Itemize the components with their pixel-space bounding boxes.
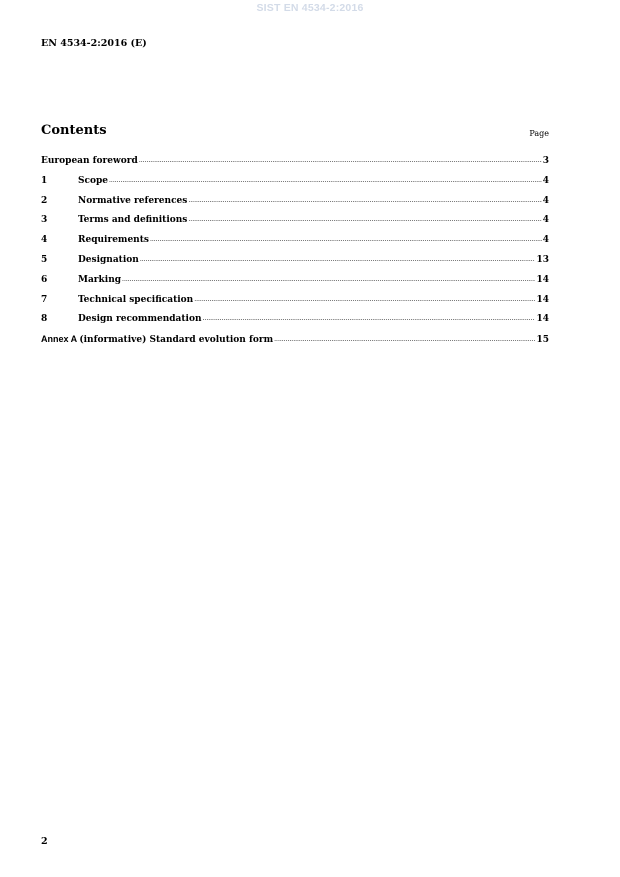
toc-entry-scope[interactable] — [41, 176, 549, 196]
toc-entry-page: 14 — [536, 274, 549, 285]
toc-leader-dots — [139, 155, 542, 165]
toc-entry-title: European foreword — [41, 156, 138, 166]
toc-entry-design-recommendation[interactable] — [41, 314, 549, 334]
toc-entry-page: 13 — [536, 254, 549, 265]
toc-entry-number: 3 — [41, 215, 48, 226]
toc-entry-page: 14 — [536, 314, 549, 325]
contents-heading: Contents — [41, 123, 107, 138]
document-id: EN 4534-2:2016 (E) — [41, 38, 147, 49]
toc-entry-title: Requirements — [78, 235, 149, 246]
toc-entry-number: 7 — [41, 294, 48, 305]
watermark-text: SIST EN 4534-2:2016 — [256, 2, 364, 14]
toc-leader-dots — [274, 334, 535, 344]
toc-entry-number: 2 — [41, 195, 48, 206]
toc-leader-dots — [122, 274, 535, 284]
page-column-label: Page — [529, 129, 549, 138]
toc-leader-dots — [194, 294, 535, 304]
toc-entry-requirements[interactable] — [41, 235, 549, 255]
toc-entry-page: 4 — [542, 195, 549, 206]
toc-entry-number: 1 — [41, 175, 48, 186]
toc-entry-page: 14 — [536, 294, 549, 305]
table-of-contents — [41, 156, 549, 354]
toc-entry-title: Designation — [78, 254, 139, 265]
page-number: 2 — [41, 836, 48, 847]
toc-entry-title: Design recommendation — [78, 314, 202, 325]
toc-leader-dots — [188, 214, 541, 224]
toc-entry-page: 4 — [542, 175, 549, 186]
toc-leader-dots — [109, 175, 542, 185]
toc-leader-dots — [188, 195, 541, 205]
toc-entry-terms-and-definitions[interactable] — [41, 215, 549, 235]
toc-leader-dots — [203, 313, 536, 323]
toc-entry-normative-references[interactable] — [41, 196, 549, 216]
toc-entry-title: Scope — [78, 175, 109, 186]
toc-entry-number: 6 — [41, 274, 48, 285]
toc-entry-foreword[interactable] — [41, 156, 549, 176]
toc-entry-page: 4 — [542, 215, 549, 226]
toc-annex-label: Annex A — [41, 334, 77, 345]
toc-entry-designation[interactable] — [41, 255, 549, 275]
toc-leader-dots — [150, 234, 542, 244]
toc-entry-number: 4 — [41, 235, 48, 246]
toc-entry-technical-specification[interactable] — [41, 295, 549, 315]
toc-entry-number: 5 — [41, 254, 48, 265]
toc-entry-title: Terms and definitions — [78, 215, 188, 226]
toc-leader-dots — [140, 254, 536, 264]
toc-annex-title — [41, 334, 273, 345]
toc-entry-page: 15 — [536, 335, 549, 346]
toc-entry-marking[interactable] — [41, 275, 549, 295]
toc-annex-subtitle: (informative) Standard evolution form — [79, 335, 274, 346]
toc-entry-title: Technical specification — [78, 294, 194, 305]
toc-entry-number: 8 — [41, 314, 48, 325]
toc-entry-annex-a[interactable] — [41, 334, 549, 354]
toc-entry-page: 3 — [542, 156, 549, 166]
toc-entry-title: Normative references — [78, 195, 188, 206]
toc-entry-page: 4 — [542, 235, 549, 246]
toc-entry-title: Marking — [78, 274, 122, 285]
